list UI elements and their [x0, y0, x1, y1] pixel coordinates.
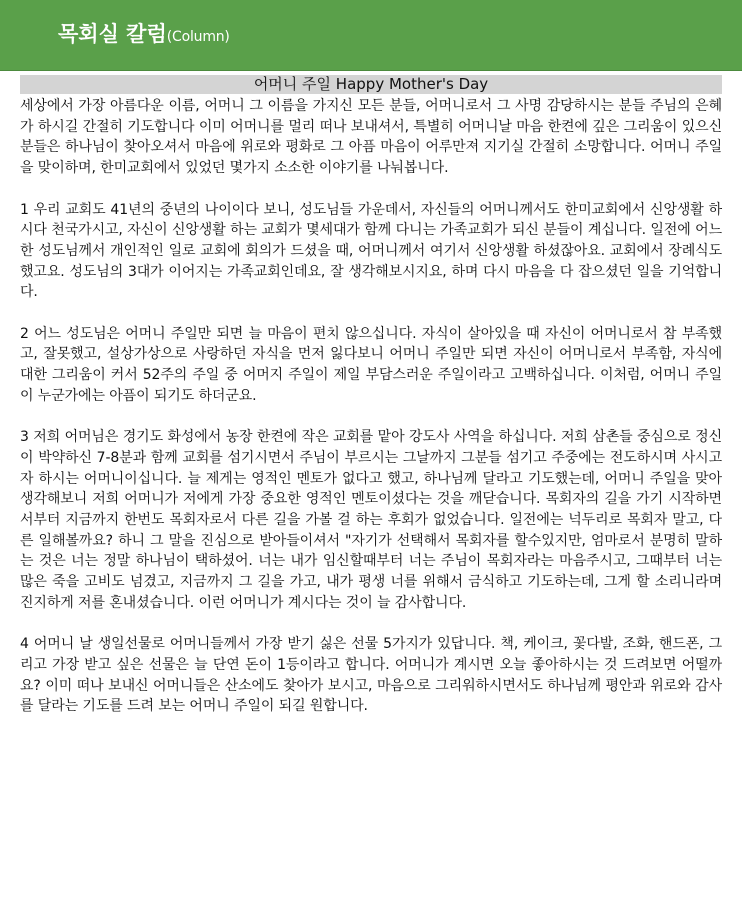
article-title: 어머니 주일 Happy Mother's Day — [253, 75, 489, 93]
article-paragraph-3: 3 저희 어머님은 경기도 화성에서 농장 한켠에 작은 교회를 맡아 강도사 사역을 하십니다. 저희 삼촌들 중심으로 정신이 박약하신 7-8분과 함께 교회를 섬기시면서 주님이 부르시는 그날까지 그분들 섬기고 주중에는 전도하시며 사시고자 하시는 어머니이십니다. 늘 제게는 영적인 멘토가 없다고 했고, 하나님께 달라고 기도했는데, 어머니 주일을 맞아 생각해보니 저희 어머니가 저에게 가장 중요한 영적인 멘토이셨다는 것을 깨닫습니다. 목회자의 길을 가기 시작하면서부터 지금까지 한번도 목회자로서 다른 길을 가볼 걸 하는 후회가 없었습니다. 일전에는 넉두리로 목회자 말고, 다른 일해볼까요? 하니 그 말을 진심으로 받아들이셔서 "자기가 선택해서 목회자를 할수있지만, 엄마로서 분명히 말하는 것은 너는 정말 하나님이 택하셨어. 너는 내가 임신할때부터 너는 주님이 목회자라는 마음주시고, 그때부터 너는 많은 죽을 고비도 넘겼고, 지금까지 그 길을 가고, 내가 평생 너를 위해서 금식하고 기도하는데, 그게 할 소리니라며 진지하게 저를 혼내셨습니다. 이런 어머니가 계시다는 것이 늘 감사합니다. — [20, 429, 722, 611]
header-subtitle-text: (Column) — [166, 29, 230, 45]
header-title-text: 목회실 칼럼 — [58, 22, 167, 46]
article-paragraph-2: 2 어느 성도님은 어머니 주일만 되면 늘 마음이 편치 않으십니다. 자식이 살아있을 때 자신이 어머니로서 참 부족했고, 잘못했고, 설상가상으로 사랑하던 자식을 먼저 잃다보니 어머니 주일만 되면 자신이 어머니로서 부족함, 자식에 대한 그리움이 커서 52주의 주일 중 어머지 주일이 제일 부담스러운 주일이라고 고백하십니다. 이처럼, 어머니 주일이 누군가에는 아픔이 되기도 하더군요. — [20, 325, 722, 404]
column-header-title — [58, 20, 230, 51]
article-paragraph-4: 4 어머니 날 생일선물로 어머니들께서 가장 받기 싫은 선물 5가지가 있답니다. 책, 케이크, 꽃다발, 조화, 핸드폰, 그리고 가장 받고 싶은 선물은 늘 단연 돈이 1등이라고 합니다. 어머니가 계시면 오늘 좋아하시는 것 드려보면 어떨까요? 이미 떠나 보내신 어머니들은 산소에도 찾아가 보시고, 마음으로 그리워하시면서도 하나님께 평안과 위로와 감사를 달라는 기도를 드려 보는 어머니 주일이 되길 원합니다. — [20, 636, 722, 715]
article-title-bar — [20, 75, 722, 94]
article-body — [20, 96, 722, 738]
article-paragraph-1: 1 우리 교회도 41년의 중년의 나이이다 보니, 성도님들 가운데서, 자신들의 어머니께서도 한미교회에서 신앙생활 하시다 천국가시고, 자신이 신앙생활 하는 교회가 몇세대가 함께 다니는 가족교회가 되신 분들이 계십니다. 일전에 어느 한 성도님께서 개인적인 일로 교회에 회의가 드셨을 때, 어머니께서 여기서 신앙생활 하셨잖아요. 교회에서 장례식도 했고요. 성도님의 3대가 이어지는 가족교회인데요, 잘 생각해보시지요, 하며 다시 마음을 다 잡으셨던 일을 기억합니다. — [20, 201, 722, 301]
column-header-banner — [0, 0, 742, 71]
article-paragraph-intro: 세상에서 가장 아름다운 이름, 어머니 그 이름을 가지신 모든 분들, 어머니로서 그 사명 감당하시는 분들 주님의 은혜가 하시길 간절히 기도합니다 이미 어머니를 멀리 떠나 보내셔서, 특별히 어머니날 마음 한켠에 깊은 그리움이 있으신 분들은 하나님이 찾아오셔서 마음에 위로와 평화로 그 아픔 마음이 어루만져 지기실 간절히 소망합니다. 어머니 주일을 맞이하며, 한미교회에서 있었던 몇가지 소소한 이야기를 나눠봅니다. — [20, 98, 722, 177]
